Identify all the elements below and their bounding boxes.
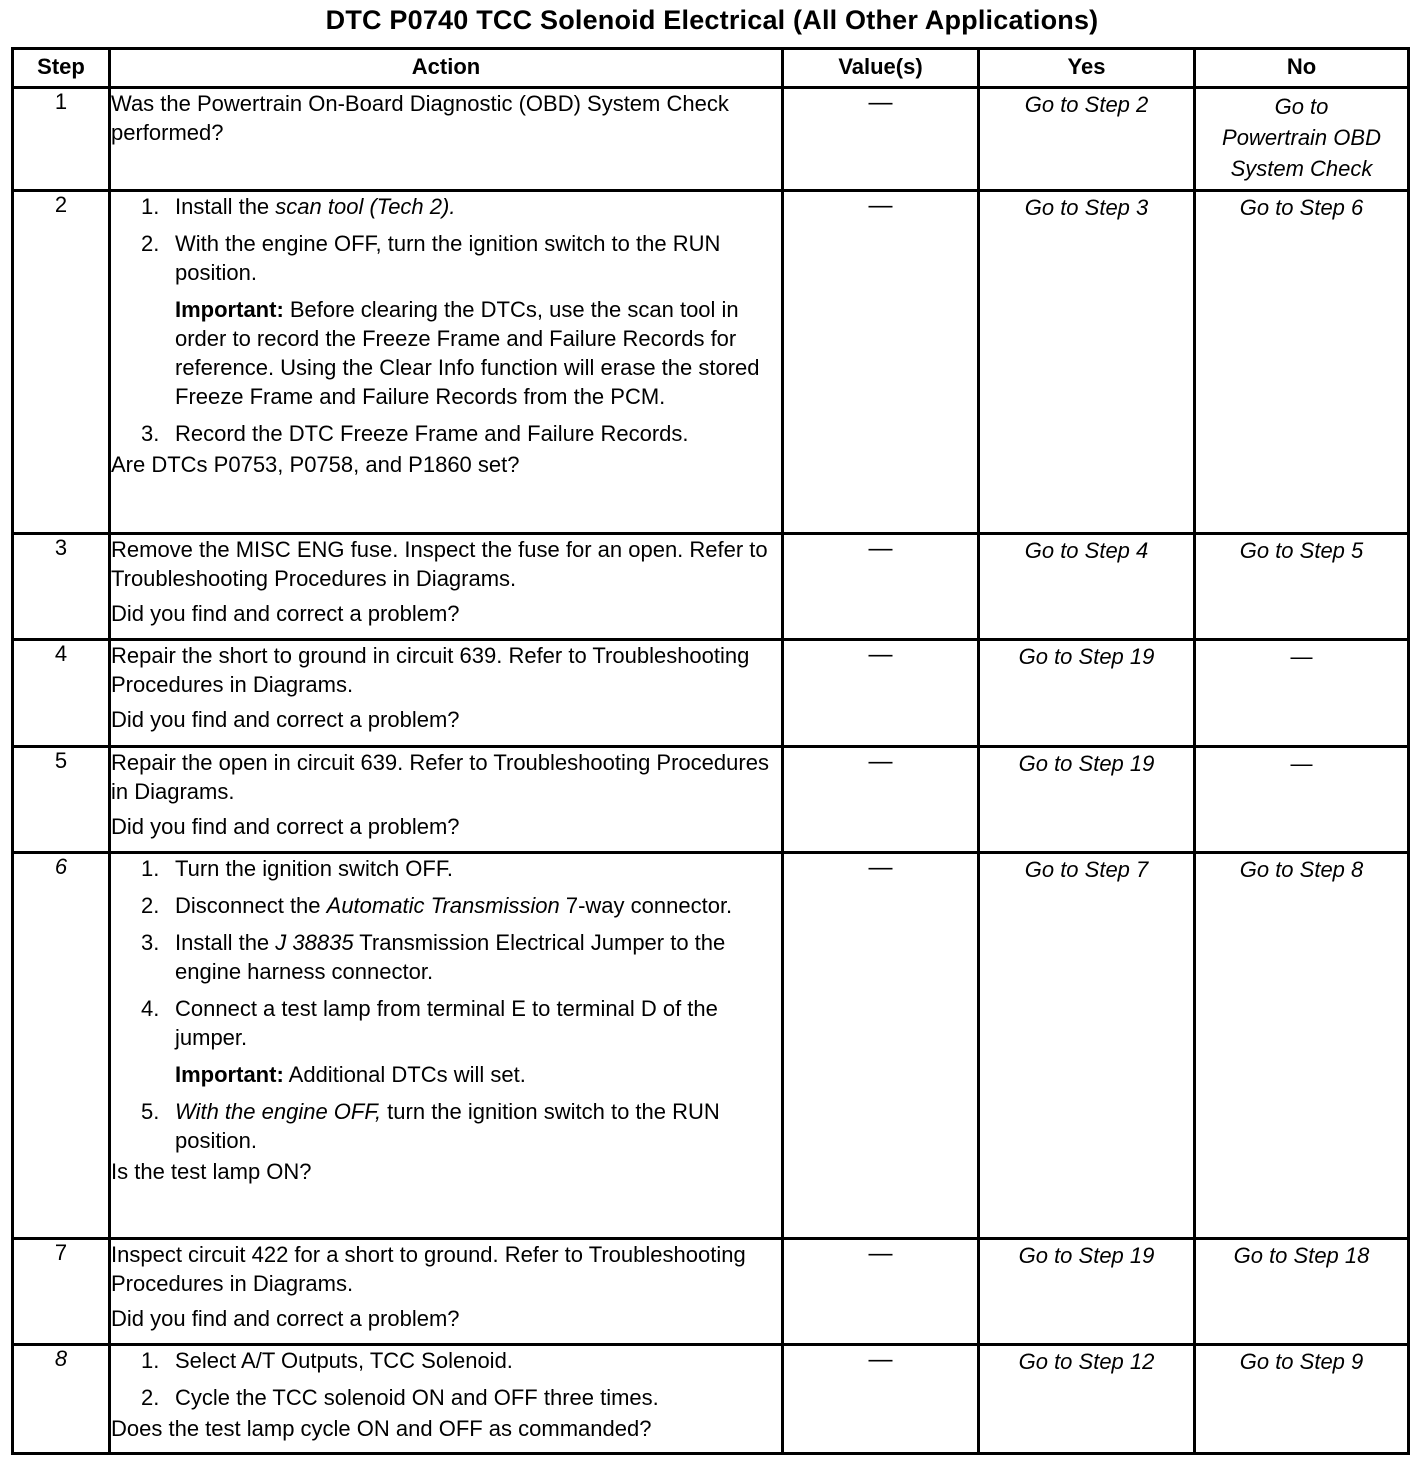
no-cell: Go to Step 8 (1195, 853, 1409, 1239)
step-number: 1 (13, 88, 110, 191)
no-cell: Go to Step 18 (1195, 1239, 1409, 1345)
action-text: Remove the MISC ENG fuse. Inspect the fuse for an open. Refer to Troubleshooting Procedures in Diagrams. (111, 537, 768, 591)
important-note: Important: Additional DTCs will set. (175, 1062, 526, 1087)
action-text: Inspect circuit 422 for a short to ground. Refer to Troubleshooting Procedures in Diagrams. (111, 1242, 746, 1296)
action-question: Did you find and correct a problem? (111, 1306, 460, 1331)
list-item: 1. Install the scan tool (Tech 2). (141, 194, 456, 219)
action-list (111, 1346, 781, 1412)
action-question: Does the test lamp cycle ON and OFF as commanded? (111, 1416, 652, 1441)
step-number: 3 (13, 534, 110, 640)
table-row (13, 853, 1409, 1239)
value-cell: — (783, 191, 979, 534)
step-number: 6 (13, 853, 110, 1239)
action-cell (110, 1239, 783, 1345)
table-row (13, 640, 1409, 747)
no-cell: — (1195, 747, 1409, 853)
action-cell (110, 640, 783, 747)
no-line: System Check (1230, 156, 1373, 181)
action-question: Is the test lamp ON? (111, 1159, 312, 1184)
table-row (13, 88, 1409, 191)
list-item: 4. Connect a test lamp from terminal E to terminal D of the jumper. (141, 996, 718, 1050)
table-row (13, 1239, 1409, 1345)
table-row (13, 534, 1409, 640)
action-list (111, 192, 781, 287)
action-cell (110, 534, 783, 640)
value-cell: — (783, 640, 979, 747)
no-cell: Go to Step 9 (1195, 1345, 1409, 1454)
value-cell: — (783, 534, 979, 640)
page-title: DTC P0740 TCC Solenoid Electrical (All Other Applications) (325, 5, 1099, 35)
action-question: Did you find and correct a problem? (111, 601, 460, 626)
no-cell: Go to Step 6 (1195, 191, 1409, 534)
action-cell (110, 88, 783, 191)
yes-cell: Go to Step 3 (979, 191, 1195, 534)
list-item: 2. Cycle the TCC solenoid ON and OFF three times. (141, 1385, 659, 1410)
yes-cell: Go to Step 2 (979, 88, 1195, 191)
header-values: Value(s) (783, 49, 979, 88)
no-line: Powertrain OBD (1222, 125, 1381, 150)
header-no: No (1195, 49, 1409, 88)
value-cell: — (783, 1239, 979, 1345)
list-item: 3. Record the DTC Freeze Frame and Failure Records. (141, 421, 689, 446)
step-number: 2 (13, 191, 110, 534)
table-row (13, 1345, 1409, 1454)
list-item: 1. Turn the ignition switch OFF. (141, 856, 453, 881)
yes-cell: Go to Step 7 (979, 853, 1195, 1239)
yes-cell: Go to Step 12 (979, 1345, 1195, 1454)
step-number: 4 (13, 640, 110, 747)
header-action: Action (110, 49, 783, 88)
header-step: Step (13, 49, 110, 88)
action-question: Did you find and correct a problem? (111, 707, 460, 732)
value-cell: — (783, 88, 979, 191)
action-cell (110, 1345, 783, 1454)
list-item: 2. With the engine OFF, turn the ignition switch to the RUN position. (141, 231, 721, 285)
action-list (111, 1097, 781, 1155)
no-cell: — (1195, 640, 1409, 747)
step-number: 5 (13, 747, 110, 853)
action-cell (110, 191, 783, 534)
no-cell (1195, 88, 1409, 191)
table-row (13, 191, 1409, 534)
header-yes: Yes (979, 49, 1195, 88)
value-cell: — (783, 747, 979, 853)
value-cell: — (783, 853, 979, 1239)
action-list (111, 854, 781, 1052)
value-cell: — (783, 1345, 979, 1454)
important-note: Important: Before clearing the DTCs, use the scan tool in order to record the Freeze Frame and Failure Records for reference. Using the Clear Info function will erase the stored Freeze Frame and Failure Records from the PCM. (175, 297, 760, 409)
no-cell: Go to Step 5 (1195, 534, 1409, 640)
action-cell (110, 853, 783, 1239)
yes-cell: Go to Step 19 (979, 1239, 1195, 1345)
action-list (111, 419, 781, 448)
yes-cell: Go to Step 19 (979, 640, 1195, 747)
list-item: 5. With the engine OFF, turn the ignition switch to the RUN position. (141, 1099, 720, 1153)
list-item: 1. Select A/T Outputs, TCC Solenoid. (141, 1348, 513, 1373)
step-number: 7 (13, 1239, 110, 1345)
action-cell (110, 747, 783, 853)
no-line: Go to (1274, 94, 1329, 119)
table-header-row (13, 49, 1409, 88)
yes-cell: Go to Step 4 (979, 534, 1195, 640)
action-text: Repair the open in circuit 639. Refer to Troubleshooting Procedures in Diagrams. (111, 750, 769, 804)
action-question: Did you find and correct a problem? (111, 814, 460, 839)
list-item: 3. Install the J 38835 Transmission Electrical Jumper to the engine harness connector. (141, 930, 726, 984)
action-question: Are DTCs P0753, P0758, and P1860 set? (111, 452, 520, 477)
yes-cell: Go to Step 19 (979, 747, 1195, 853)
action-text: Was the Powertrain On-Board Diagnostic (OBD) System Check performed? (111, 91, 729, 145)
list-item: 2. Disconnect the Automatic Transmission 7-way connector. (141, 893, 733, 918)
diagnostic-table (11, 47, 1410, 1455)
step-number: 8 (13, 1345, 110, 1454)
table-row (13, 747, 1409, 853)
action-text: Repair the short to ground in circuit 639. Refer to Troubleshooting Procedures in Diagrams. (111, 643, 750, 697)
